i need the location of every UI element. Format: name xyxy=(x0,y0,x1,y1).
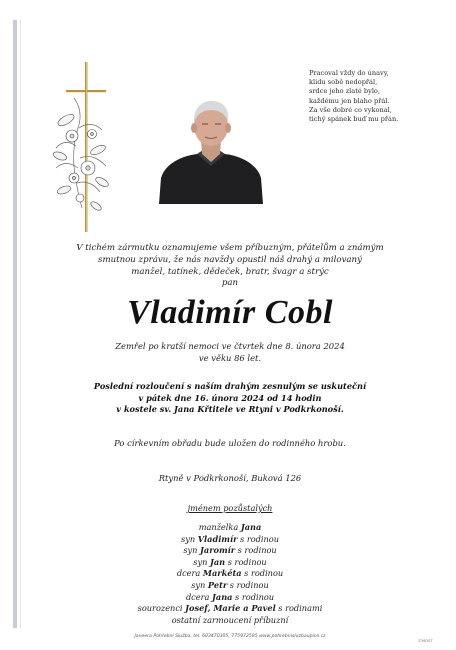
funeral-details xyxy=(40,381,420,416)
print-stamp: ©MOST xyxy=(418,638,433,643)
intro-line: pan xyxy=(221,278,239,289)
cross-with-flowers-icon xyxy=(52,58,120,238)
burial-note: Po církevním obřadu bude uložen do rodinného hrobu. xyxy=(114,438,346,448)
left-border-line xyxy=(20,20,21,628)
poem-line: srdce jeho zlaté bylo, xyxy=(309,87,380,96)
mourner-row: manželka Jana xyxy=(198,522,262,532)
intro-line: manžel, tatínek, dědeček, bratr, švagr a strýc xyxy=(131,266,329,277)
farewell-line: v kostele sv. Jana Křtitele ve Rtyni v Podkrkonoší. xyxy=(116,404,344,415)
funeral-service-footer: Janeera Pohřební Služba, tel. 603470305, 775972595 www.pohrebnisluzbaupice.cz xyxy=(134,634,326,639)
death-line: ve věku 86 let. xyxy=(198,352,262,363)
deceased-name: Vladimír Cobl xyxy=(127,294,333,331)
memorial-poem xyxy=(309,69,439,124)
poem-line: Pracoval vždy do únavy, xyxy=(309,69,389,77)
mourner-row: syn Vladimír s rodinou xyxy=(181,533,279,544)
death-notice xyxy=(60,341,400,364)
mourners-heading: jménem pozůstalých xyxy=(187,503,273,513)
mourner-row: sourozenci Josef, Marie a Pavel s rodinami xyxy=(137,603,323,614)
deceased-portrait xyxy=(157,96,265,204)
farewell-line: Poslední rozloučení s naším drahým zesnulým se uskuteční xyxy=(93,381,367,391)
intro-line: V tichém zármutku oznamujeme všem příbuzným, přátelům a známým xyxy=(76,243,384,253)
poem-line: tichý spánek buď mu přán. xyxy=(309,115,399,124)
mourner-row: dcera Jana s rodinou xyxy=(185,591,275,602)
intro-line: smutnou zprávu, že nás navždy opustil náš drahý a milovaný xyxy=(98,254,362,265)
mourner-row: syn Petr s rodinou xyxy=(191,579,269,590)
mourners-list xyxy=(60,522,400,626)
left-border-bar xyxy=(13,20,17,628)
announcement-intro xyxy=(60,243,400,290)
mourner-row: syn Jaromír s rodinou xyxy=(183,545,277,556)
poem-line: Za vše dobré co vykonal, xyxy=(309,105,392,114)
mourner-row: syn Jan s rodinou xyxy=(193,556,267,567)
mourner-row: ostatní zarmoucení příbuzní xyxy=(171,614,289,625)
death-line: Zemřel po kratší nemoci ve čtvrtek dne 8. února 2024 xyxy=(115,341,345,351)
mourner-row: dcera Markéta s rodinou xyxy=(176,568,284,579)
family-address: Rtyně v Podkrkonoší, Buková 126 xyxy=(158,473,302,483)
farewell-line: v pátek dne 16. února 2024 od 14 hodin xyxy=(138,392,322,403)
poem-line: každému jen blaho přál. xyxy=(309,96,390,105)
poem-line: klidu sobě nedopřál, xyxy=(309,78,378,87)
